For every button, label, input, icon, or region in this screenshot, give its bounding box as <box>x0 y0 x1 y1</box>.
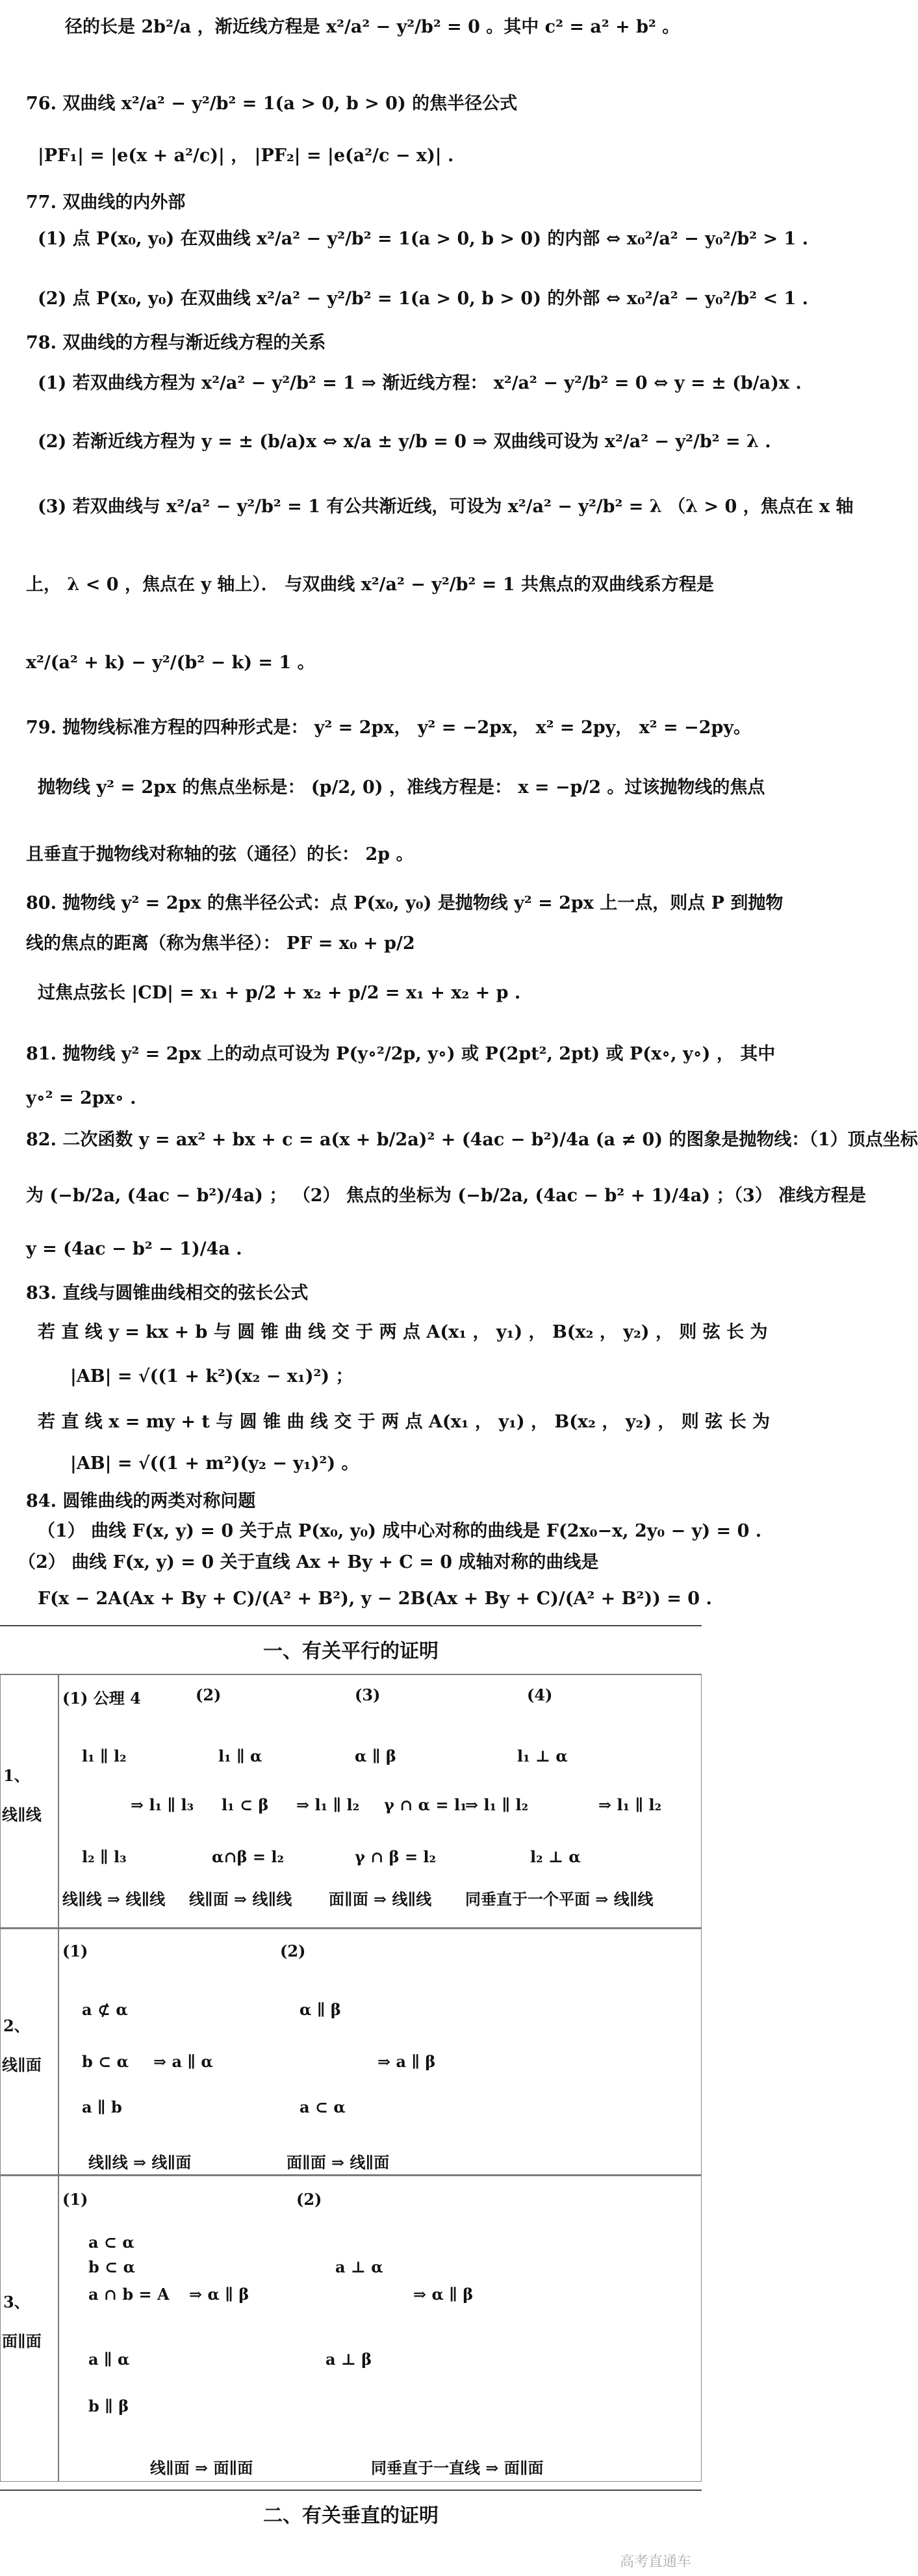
row-label-divider <box>58 2176 59 2481</box>
proof-text: (1) <box>62 2190 88 2209</box>
proof-text: ⇒ l₁ ∥ l₂ <box>296 1795 360 1814</box>
formula-line: 若 直 线 x = my + t 与 圆 锥 曲 线 交 于 两 点 A(x₁ ， y₁) ， B(x₂ ， y₂) ， 则 弦 长 为 <box>38 1412 771 1432</box>
proof-row <box>0 1674 702 1929</box>
proof-text: (1) <box>62 1942 88 1960</box>
formula-line: x²/(a² + k) − y²/(b² − k) = 1 。 <box>26 653 315 673</box>
proof-row <box>0 2174 702 2482</box>
formula-line: 80. 抛物线 y² = 2px 的焦半径公式：点 P(x₀, y₀) 是抛物线 y² = 2px 上一点，则点 P 到抛物 <box>26 893 784 913</box>
formula-line: （2） 曲线 F(x, y) = 0 关于直线 Ax + By + C = 0 成轴对称的曲线是 <box>18 1552 599 1572</box>
formula-line: 径的长是 2b²/a ，渐近线方程是 x²/a² − y²/b² = 0 。其中 c² = a² + b² 。 <box>65 17 680 37</box>
proof-text: (2) <box>280 1942 306 1960</box>
proof-text: (1) 公理 4 <box>62 1689 141 1708</box>
formula-line: (2) 若渐近线方程为 y = ± (b/a)x ⇔ x/a ± y/b = 0 ⇒ 双曲线可设为 x²/a² − y²/b² = λ . <box>38 432 771 452</box>
proof-text: α∩β = l₂ <box>212 1847 284 1866</box>
row-label: 线∥线 <box>2 1805 42 1824</box>
proof-text: 线∥线 ⇒ 线∥线 <box>62 1890 166 1908</box>
proof-text: b ∥ β <box>88 2397 129 2415</box>
formula-line: (1) 点 P(x₀, y₀) 在双曲线 x²/a² − y²/b² = 1(a > 0, b > 0) 的内部 ⇔ x₀²/a² − y₀²/b² > 1 . <box>38 229 809 249</box>
formula-line: 为 (−b/2a, (4ac − b²)/4a) ； （2） 焦点的坐标为 (−b/2a, (4ac − b² + 1)/4a) ；（3） 准线方程是 <box>26 1186 867 1206</box>
row-label: 面∥面 <box>2 2332 42 2350</box>
row-label-divider <box>58 1675 59 1929</box>
section-divider <box>0 1625 702 1626</box>
formula-line: 81. 抛物线 y² = 2px 上的动点可设为 P(y∘²/2p, y∘) 或 P(2pt², 2pt) 或 P(x∘, y∘) ， 其中 <box>26 1044 776 1064</box>
formula-line: 过焦点弦长 |CD| = x₁ + p/2 + x₂ + p/2 = x₁ + x₂ + p . <box>38 983 521 1003</box>
formula-line: 82. 二次函数 y = ax² + bx + c = a(x + b/2a)² + (4ac − b²)/4a (a ≠ 0) 的图象是抛物线：（1）顶点坐标 <box>26 1130 918 1150</box>
proof-text: a ∥ α <box>88 2350 130 2369</box>
formula-line: y∘² = 2px∘ . <box>26 1088 136 1108</box>
formula-line: 79. 抛物线标准方程的四种形式是： y² = 2px， y² = −2px， x² = 2py， x² = −2py。 <box>26 718 752 738</box>
formula-line: 抛物线 y² = 2px 的焦点坐标是： (p/2, 0) ，准线方程是： x = −p/2 。过该抛物线的焦点 <box>38 777 765 798</box>
proof-text: a ⊄ α <box>82 2000 128 2019</box>
formula-line: F(x − 2A(Ax + By + C)/(A² + B²), y − 2B(Ax + By + C)/(A² + B²)) = 0 . <box>38 1589 712 1609</box>
proof-text: (3) <box>355 1685 381 1704</box>
proof-text: ⇒ a ∥ β <box>377 2052 436 2071</box>
proof-text: (2) <box>196 1685 222 1704</box>
formula-line: 且垂直于抛物线对称轴的弦（通径）的长： 2p 。 <box>26 844 414 865</box>
proof-text: 同垂直于一个平面 ⇒ 线∥线 <box>465 1890 654 1908</box>
proof-text: 面∥面 ⇒ 线∥线 <box>329 1890 432 1908</box>
proof-text: α ∥ β <box>355 1747 396 1765</box>
proof-text: a ⊂ α <box>300 2098 346 2116</box>
formula-line: |PF₁| = |e(x + a²/c)| ， |PF₂| = |e(a²/c − x)| . <box>38 146 454 166</box>
proof-text: ⇒ a ∥ α <box>153 2052 213 2071</box>
formula-line: (1) 若双曲线方程为 x²/a² − y²/b² = 1 ⇒ 渐近线方程： x²/a² − y²/b² = 0 ⇔ y = ± (b/a)x . <box>38 373 802 393</box>
section-divider-2 <box>0 2490 702 2491</box>
proof-text: b ⊂ α <box>82 2052 129 2071</box>
proof-text: l₁ ∥ l₂ <box>82 1747 127 1765</box>
section-title-parallel: 一、有关平行的证明 <box>263 1640 439 1663</box>
formula-line: 83. 直线与圆锥曲线相交的弦长公式 <box>26 1283 309 1303</box>
proof-text: (4) <box>527 1685 553 1704</box>
proof-text: (2) <box>296 2190 322 2209</box>
row-number: 1、 <box>3 1766 30 1785</box>
formula-line: |AB| = √((1 + k²)(x₂ − x₁)²) ； <box>70 1366 353 1386</box>
row-label-divider <box>58 1929 59 2176</box>
proof-text: l₁ ∥ α <box>218 1747 262 1765</box>
section-title-perpendicular: 二、有关垂直的证明 <box>263 2504 439 2527</box>
formula-line: |AB| = √((1 + m²)(y₂ − y₁)²) 。 <box>70 1453 359 1474</box>
proof-text: 面∥面 ⇒ 线∥面 <box>287 2153 390 2172</box>
formula-line: （1） 曲线 F(x, y) = 0 关于点 P(x₀, y₀) 成中心对称的曲线是 F(2x₀−x, 2y₀ − y) = 0 . <box>38 1521 762 1541</box>
formula-line: 76. 双曲线 x²/a² − y²/b² = 1(a > 0, b > 0) 的焦半径公式 <box>26 94 518 114</box>
proof-text: a ⊥ β <box>325 2350 372 2369</box>
proof-text: 线∥面 ⇒ 面∥面 <box>150 2458 253 2477</box>
proof-text: a ⊥ α <box>335 2257 383 2276</box>
proof-text: ⇒ α ∥ β <box>413 2285 474 2304</box>
proof-text: γ ∩ β = l₂ <box>355 1847 437 1866</box>
proof-text: 线∥面 ⇒ 线∥线 <box>189 1890 292 1908</box>
row-label: 线∥面 <box>2 2055 42 2074</box>
proof-text: l₁ ⊥ α <box>517 1747 568 1765</box>
proof-text: 同垂直于一直线 ⇒ 面∥面 <box>371 2458 544 2477</box>
proof-text: b ⊂ α <box>88 2257 136 2276</box>
formula-line: 84. 圆锥曲线的两类对称问题 <box>26 1491 256 1511</box>
proof-text: ⇒ l₁ ∥ l₃ <box>131 1795 194 1814</box>
formula-line: 78. 双曲线的方程与渐近线方程的关系 <box>26 333 326 353</box>
row-number: 2、 <box>3 2016 30 2035</box>
proof-text: γ ∩ α = l₁ <box>384 1795 467 1814</box>
proof-text: a ∩ b = A <box>88 2285 170 2304</box>
proof-text: a ∥ b <box>82 2098 122 2116</box>
watermark: 高考直通车 <box>619 2554 691 2570</box>
proof-text: ⇒ l₁ ∥ l₂ <box>465 1795 529 1814</box>
formula-line: 77. 双曲线的内外部 <box>26 192 186 213</box>
formula-line: 上， λ < 0 ，焦点在 y 轴上）． 与双曲线 x²/a² − y²/b² = 1 共焦点的双曲线系方程是 <box>26 575 714 595</box>
proof-text: ⇒ α ∥ β <box>189 2285 249 2304</box>
proof-row <box>0 1927 702 2176</box>
proof-text: α ∥ β <box>300 2000 341 2019</box>
proof-text: a ⊂ α <box>88 2233 134 2252</box>
proof-text: l₁ ⊂ β <box>222 1795 269 1814</box>
formula-line: (3) 若双曲线与 x²/a² − y²/b² = 1 有公共渐近线，可设为 x²/a² − y²/b² = λ （λ > 0 ，焦点在 x 轴 <box>38 497 854 517</box>
formula-line: 线的焦点的距离（称为焦半径）： PF = x₀ + p/2 <box>26 933 415 954</box>
formula-line: y = (4ac − b² − 1)/4a . <box>26 1239 242 1259</box>
proof-text: l₂ ⊥ α <box>530 1847 581 1866</box>
formula-line: 若 直 线 y = kx + b 与 圆 锥 曲 线 交 于 两 点 A(x₁ ， y₁) ， B(x₂ ， y₂) ， 则 弦 长 为 <box>38 1322 768 1342</box>
formula-line: (2) 点 P(x₀, y₀) 在双曲线 x²/a² − y²/b² = 1(a > 0, b > 0) 的外部 ⇔ x₀²/a² − y₀²/b² < 1 . <box>38 289 809 309</box>
proof-text: 线∥线 ⇒ 线∥面 <box>88 2153 192 2172</box>
proof-text: l₂ ∥ l₃ <box>82 1847 127 1866</box>
row-number: 3、 <box>3 2293 30 2311</box>
proof-text: ⇒ l₁ ∥ l₂ <box>598 1795 662 1814</box>
